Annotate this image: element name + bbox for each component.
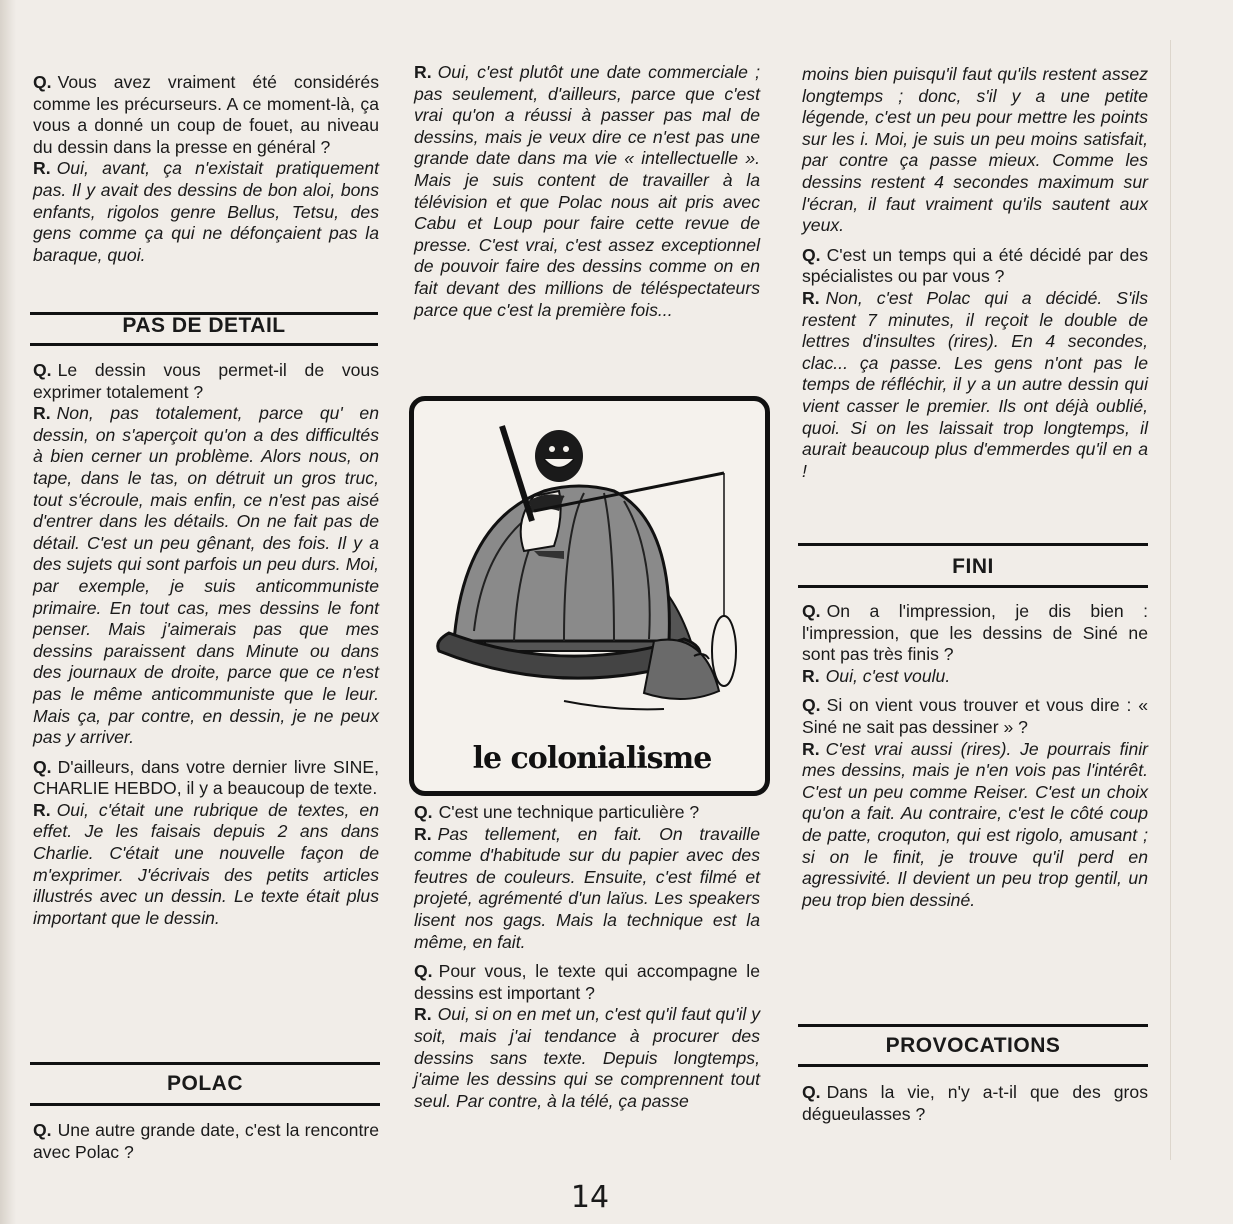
- section-rule-top: [30, 1062, 380, 1065]
- question-text: D'ailleurs, dans votre dernier livre SINE, CHARLIE HEBDO, il y a beaucoup de texte.: [33, 756, 379, 799]
- section-rule-bottom: [798, 1064, 1148, 1067]
- section-rule-bottom: [30, 343, 378, 346]
- section-heading: FINI: [952, 555, 994, 578]
- question-text: On a l'impression, je dis bien : l'impression, que les dessins de Siné ne sont pas très finis ?: [802, 601, 1148, 665]
- question-label: Q.: [414, 961, 433, 982]
- question-text: C'est une technique particulière ?: [438, 802, 700, 822]
- cartoon-caption: le colonialisme: [472, 741, 712, 776]
- qa-block: [802, 1082, 1148, 1125]
- column-2-part-2: [414, 802, 760, 1120]
- qa-block: [414, 961, 760, 1112]
- column-2: [414, 62, 760, 329]
- qa-block: [33, 1120, 379, 1163]
- section-heading: POLAC: [167, 1072, 243, 1095]
- column-1-part-3: [33, 1120, 379, 1171]
- qa-block: [414, 802, 760, 953]
- section-heading: PAS DE DETAIL: [122, 314, 286, 337]
- column-1-part-2: [33, 360, 379, 937]
- answer-label: R.: [802, 287, 820, 308]
- answer-text: Pas tellement, en fait. On travaille comme d'habitude sur du papier avec des feutres de couleurs. Ensuite, c'est filmé et projeté, agrémenté d'un laïus. Les speakers lisent nos gags. Mais la technique est la même, en fait.: [414, 823, 760, 952]
- section-heading: PROVOCATIONS: [885, 1034, 1061, 1057]
- answer-text: moins bien puisqu'il faut qu'ils restent assez longtemps ; donc, s'il y a une petite légende, c'est un peu pour mettre les points sur les i. Moi, je suis un peu moins satisfait, par contre ça passe mieux. Comme les dessins restent 4 secondes maximum sur l'écran, il faut vraiment qu'ils sautent aux yeux.: [802, 64, 1148, 236]
- answer-text: Oui, si on en met un, c'est qu'il faut qu'il y soit, mais j'ai tendance à procurer des dessins sans texte. Depuis longtemps, j'aime les dessins qui se comprennent tout seul. Par contre, à la télé, ça passe: [414, 1004, 760, 1111]
- question-label: Q.: [802, 695, 821, 716]
- answer-label: R.: [414, 62, 432, 82]
- cartoon-illustration: [409, 396, 770, 796]
- qa-block: [33, 360, 379, 749]
- question-label: Q.: [414, 802, 433, 822]
- column-3-part-3: [802, 1082, 1148, 1133]
- column-3-part-2: [802, 601, 1148, 919]
- answer-text: Oui, c'est plutôt une date commerciale ; pas seulement, d'ailleurs, parce que c'est vrai qu'on a réussi à passer pas mal de dessins, mais je veux dire ce n'est pas une grande date dans ma vie « intellectuelle ». Mais je suis content de travailler à la télévision et que Polac nous ait pris avec Cabu et Loup pour faire cette revue de presse. C'est vrai, c'est assez exceptionnel de pouvoir faire des dessins comme on en fait devant des millions de téléspectateurs parce que c'est la première fois...: [414, 62, 760, 320]
- question-text: Une autre grande date, c'est la rencontre avec Polac ?: [33, 1120, 379, 1162]
- question-label: Q.: [33, 72, 52, 92]
- column-1: [33, 72, 379, 274]
- qa-block: [33, 757, 379, 930]
- question-text: Si on vient vous trouver et vous dire : « Siné ne sait pas dessiner » ?: [802, 695, 1148, 737]
- bleed-through-shadow: [1170, 40, 1211, 1160]
- cartoon-drawing: [414, 401, 765, 731]
- question-text: Pour vous, le texte qui accompagne le dessins est important ?: [414, 961, 760, 1003]
- question-label: Q.: [802, 1082, 821, 1102]
- question-label: Q.: [33, 756, 52, 777]
- question-label: Q.: [33, 360, 52, 380]
- qa-block: [802, 601, 1148, 687]
- question-label: Q.: [802, 244, 821, 265]
- section-rule-bottom: [798, 585, 1148, 588]
- answer-label: R.: [802, 665, 820, 686]
- answer-text: Non, c'est Polac qui a décidé. S'ils restent 7 minutes, il reçoit le double de lettres d'insultes (rires). En 4 secondes, clac... ça passe. Les gens n'ont pas le temps de réfléchir, il y a un autre dessin qui vient casser le premier. Ils ont déjà oublié, quoi. Si on les laissait trop longtemps, il aurait beaucoup plus d'emmerdes qu'il en a !: [802, 287, 1148, 481]
- column-3: [802, 64, 1148, 490]
- page-number: 14: [570, 1180, 610, 1215]
- answer-label: R.: [802, 738, 820, 759]
- qa-block: [414, 62, 760, 321]
- qa-block: [802, 695, 1148, 911]
- answer-text: Oui, c'est voulu.: [825, 665, 951, 686]
- answer-label: R.: [414, 823, 432, 844]
- question-text: C'est un temps qui a été décidé par des spécialistes ou par vous ?: [802, 244, 1148, 287]
- answer-label: R.: [414, 1004, 432, 1025]
- question-text: Le dessin vous permet-il de vous exprimer totalement ?: [33, 360, 379, 402]
- section-rule-top: [798, 543, 1148, 546]
- question-text: Vous avez vraiment été considérés comme les précurseurs. A ce moment-là, ça vous a donné un coup de fouet, au niveau du dessin dans la presse en général ?: [33, 72, 379, 157]
- section-rule-top: [798, 1024, 1148, 1027]
- answer-text: Oui, avant, ça n'existait pratiquement pas. Il y avait des dessins de bon aloi, bons enfants, rigolos genre Bellus, Tetsu, des gens comme ça qui ne défonçaient pas la baraque, quoi.: [33, 158, 379, 265]
- qa-block: [802, 64, 1148, 237]
- answer-label: R.: [33, 158, 51, 179]
- section-rule-bottom: [30, 1103, 380, 1106]
- qa-block: [33, 72, 379, 266]
- answer-text: Oui, c'était une rubrique de textes, en effet. Je les faisais depuis 2 ans dans Charlie. C'était une nouvelle façon de m'exprimer. J'écrivais des petits articles illustrés avec un dessin. Le texte était plus important que le dessin.: [33, 799, 379, 928]
- question-text: Dans la vie, n'y a-t-il que des gros dégueulasses ?: [802, 1082, 1148, 1124]
- answer-text: Non, pas totalement, parce qu' en dessin, on s'aperçoit qu'on a des difficultés à bien cerner un problème. Alors nous, on tape, dans le tas, on détruit un gros truc, tout s'écroule, mais enfin, ce n'est pas aisé d'entrer dans les détails. On ne fait pas de détail. C'est un peu gênant, des fois. Il y a des sujets qui sont parfois un peu durs. Moi, par exemple, je suis anticommuniste primaire. En tout cas, mes dessins le font penser. Mais j'aimerais pas que mes dessins paraissent dans Minute ou dans des journaux de droite, parce que ce n'est pas le même anticommuniste que le leur. Mais ça, par contre, en dessin, je ne peux pas y arriver.: [33, 403, 379, 748]
- answer-text: C'est vrai aussi (rires). Je pourrais finir mes dessins, mais je n'en vois pas l'intérêt. C'est un peu comme Reiser. C'est un choix qu'on a fait. Au contraire, c'est le côté coup de patte, croquton, qui est rigolo, amusant ; si on le finit, je trouve qu'il perd en agressivité. Il devient un peu trop gentil, un peu trop bien dessiné.: [802, 738, 1148, 910]
- answer-label: R.: [33, 403, 51, 424]
- question-label: Q.: [802, 601, 821, 621]
- qa-block: [802, 245, 1148, 483]
- question-label: Q.: [33, 1120, 52, 1140]
- answer-label: R.: [33, 799, 51, 820]
